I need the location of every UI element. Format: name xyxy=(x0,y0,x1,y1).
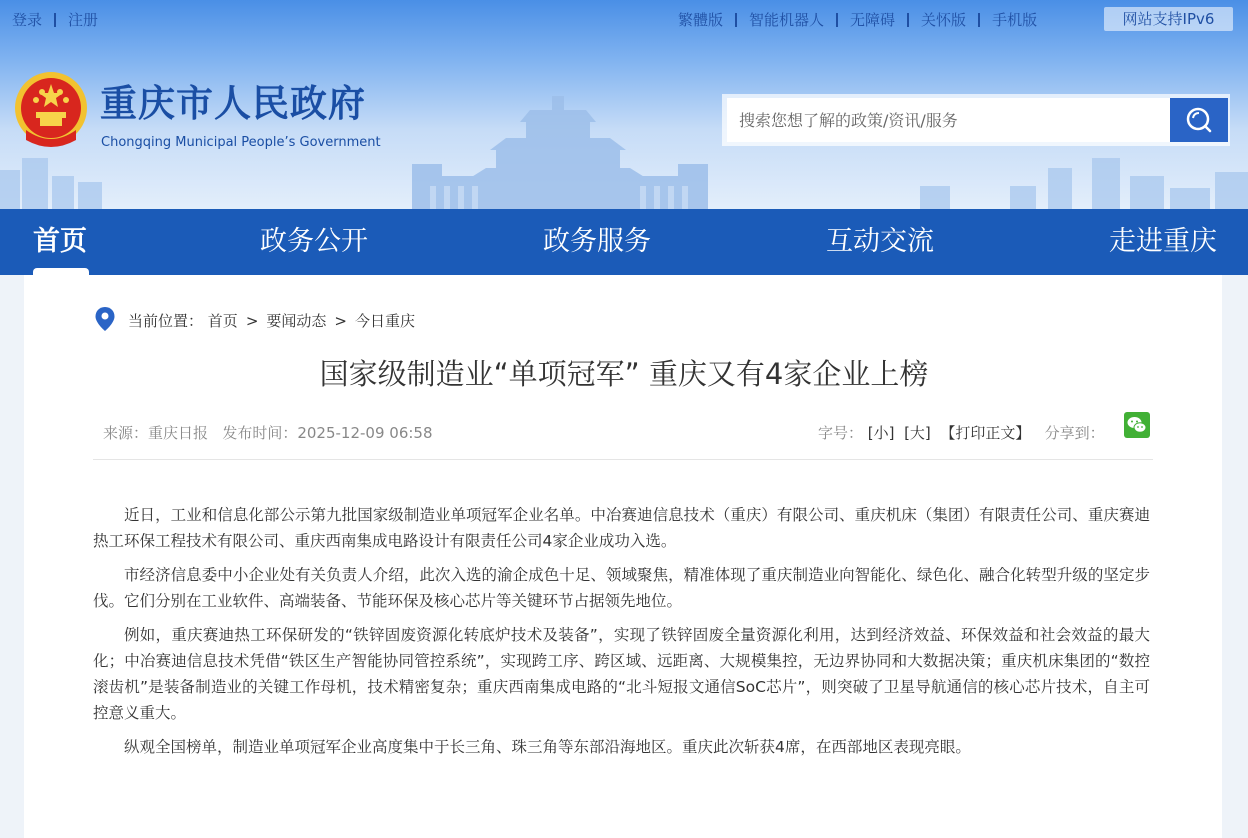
article-paragraph: 市经济信息委中小企业处有关负责人介绍，此次入选的渝企成色十足、领域聚焦，精准体现了重庆制造业向智能化、绿色化、融合化转型升级的坚定步伐。它们分别在工业软件、高端装备、节能环保及核心芯片等关键环节占据领先地位。 xyxy=(93,566,1150,610)
divider xyxy=(978,13,980,27)
breadcrumb xyxy=(128,310,415,331)
breadcrumb-separator: > xyxy=(334,312,347,330)
nav-home[interactable]: 首页 xyxy=(33,226,87,257)
register-link[interactable]: 注册 xyxy=(68,11,99,29)
divider xyxy=(54,13,56,27)
font-small-button[interactable]: [小] xyxy=(867,424,895,442)
search-button[interactable] xyxy=(1170,98,1228,142)
accessibility-link[interactable]: 无障碍 xyxy=(850,11,896,29)
ipv6-badge: 网站支持IPv6 xyxy=(1104,7,1233,31)
breadcrumb-separator: > xyxy=(245,312,259,330)
nav-government-services[interactable]: 政务服务 xyxy=(543,226,651,257)
wechat-share-button[interactable] xyxy=(1124,412,1150,438)
search-box xyxy=(722,94,1230,146)
site-header xyxy=(0,0,1248,209)
nav-interaction[interactable]: 互动交流 xyxy=(826,226,934,257)
divider xyxy=(907,13,909,27)
article-paragraph: 纵观全国榜单，制造业单项冠军企业高度集中于长三角、珠三角等东部沿海地区。重庆此次斩获4席，在西部地区表现亮眼。 xyxy=(124,738,971,756)
article-title: 国家级制造业“单项冠军” 重庆又有4家企业上榜 xyxy=(319,357,929,391)
national-emblem-icon xyxy=(12,70,90,150)
breadcrumb-home[interactable]: 首页 xyxy=(207,312,238,330)
font-large-button[interactable]: [大] xyxy=(904,424,931,442)
article-paragraph: 近日，工业和信息化部公示第九批国家级制造业单项冠军企业名单。中冶赛迪信息技术（重庆）有限公司、重庆机床（集团）有限责任公司、重庆赛迪热工环保工程技术有限公司、重庆西南集成电路设计有限责任公司4家企业成功入选。 xyxy=(93,506,1150,550)
article-meta xyxy=(103,422,433,443)
title-divider xyxy=(93,459,1153,460)
breadcrumb-news[interactable]: 要闻动态 xyxy=(266,312,327,330)
share-label: 分享到： xyxy=(1044,424,1105,442)
breadcrumb-today-chongqing[interactable]: 今日重庆 xyxy=(354,312,415,330)
care-mode-link[interactable]: 关怀版 xyxy=(921,11,967,29)
nav-about-chongqing[interactable]: 走进重庆 xyxy=(1109,226,1217,257)
nav-active-indicator xyxy=(33,268,89,275)
nav-government-affairs-disclosure[interactable]: 政务公开 xyxy=(260,226,368,257)
article-source: 来源：重庆日报 xyxy=(103,424,209,442)
login-link[interactable]: 登录 xyxy=(12,11,43,29)
smart-robot-link[interactable]: 智能机器人 xyxy=(749,11,825,29)
mobile-version-link[interactable]: 手机版 xyxy=(992,11,1038,29)
article-body xyxy=(93,502,1150,768)
divider xyxy=(735,13,737,27)
traditional-chinese-link[interactable]: 繁體版 xyxy=(678,11,724,29)
print-button[interactable]: 【打印正文】 xyxy=(940,424,1031,442)
site-subtitle: Chongqing Municipal People’s Government xyxy=(101,135,381,150)
site-title: 重庆市人民政府 xyxy=(100,82,366,125)
wechat-icon xyxy=(1124,412,1150,438)
search-input[interactable] xyxy=(727,98,1170,142)
top-links-right xyxy=(678,9,1037,30)
divider xyxy=(836,13,838,27)
article-tools xyxy=(818,422,1105,443)
main-nav xyxy=(0,209,1248,275)
article-publish-time: 发布时间：2025-12-09 06:58 xyxy=(222,424,433,442)
search-icon xyxy=(1170,98,1228,142)
article-paragraph: 例如，重庆赛迪热工环保研发的“铁锌固废资源化转底炉技术及装备”，实现了铁锌固废全量资源化利用，达到经济效益、环保效益和社会效益的最大化；中冶赛迪信息技术凭借“铁区生产智能协同管控系统”，实现跨工序、跨区域、远距离、大规模集控，无边界协同和大数据决策；重庆机床集团的“数控滚齿机”是装备制造业的关键工作母机，技术精密复杂；重庆西南集成电路的“北斗短报文通信SoC芯片”，则突破了卫星导航通信的核心芯片技术，自主可控意义重大。 xyxy=(93,626,1150,722)
top-links-left xyxy=(12,9,98,30)
breadcrumb-prefix: 当前位置： xyxy=(128,312,204,330)
location-pin-icon xyxy=(94,306,116,332)
font-size-label: 字号： xyxy=(818,424,864,442)
